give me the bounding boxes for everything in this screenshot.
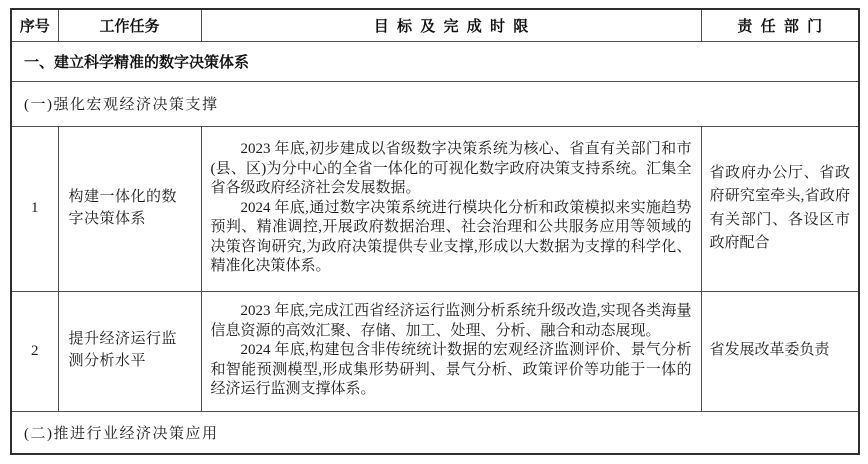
task-name: 提升经济运行监测分析水平 [58, 291, 201, 411]
goal-paragraph-2023: 2023 年底,完成江西省经济运行监测分析系统升级改造,实现各类海量信息资源的高效汇聚、存储、加工、处理、分析、融合和动态展现。 [210, 303, 692, 339]
subsection-title: (一)强化宏观经济决策支撑 [11, 81, 859, 126]
section-row-1 [11, 41, 859, 81]
goal-text [201, 291, 701, 411]
header-responsible-dept: 责任部门 [701, 9, 859, 41]
serial-number: 1 [11, 126, 58, 291]
goal-paragraph-2023: 2023 年底,初步建成以省级数字决策系统为核心、省直有关部门和市(县、区)为分中心的全省一体化的可视化数字政府决策支持系统。汇集全省各级政府经济社会发展数据。 [210, 141, 692, 197]
header-goal-deadline: 目标及完成时限 [201, 9, 701, 41]
serial-number: 2 [11, 291, 58, 411]
header-work-task: 工作任务 [58, 9, 201, 41]
header-serial-number: 序号 [11, 9, 58, 41]
goal-text [201, 126, 701, 291]
section-title: 一、建立科学精准的数字决策体系 [11, 41, 859, 81]
table-header-row [11, 9, 859, 41]
table-row [11, 291, 859, 411]
work-task-table [10, 8, 860, 455]
subsection-row-1 [11, 81, 859, 126]
subsection-row-2 [11, 411, 859, 454]
responsible-department: 省发展改革委负责 [701, 291, 859, 411]
responsible-department: 省政府办公厅、省政府研究室牵头,省政府有关部门、各设区市政府配合 [701, 126, 859, 291]
goal-paragraph-2024: 2024 年底,构建包含非传统统计数据的宏观经济监测评价、景气分析和智能预测模型,形成集形势研判、景气分析、政策评价等功能于一体的经济运行监测支撑体系。 [210, 342, 692, 398]
goal-paragraph-2024: 2024 年底,通过数字决策系统进行模块化分析和政策模拟来实施趋势预判、精准调控,开展政府数据治理、社会治理和公共服务应用等领域的决策咨询研究,为政府决策提供专业支撑,形成以大数据为支撑的科学化、精准化决策体系。 [210, 199, 692, 275]
subsection-title: (二)推进行业经济决策应用 [11, 411, 859, 454]
task-name: 构建一体化的数字决策体系 [58, 126, 201, 291]
table-row [11, 126, 859, 291]
